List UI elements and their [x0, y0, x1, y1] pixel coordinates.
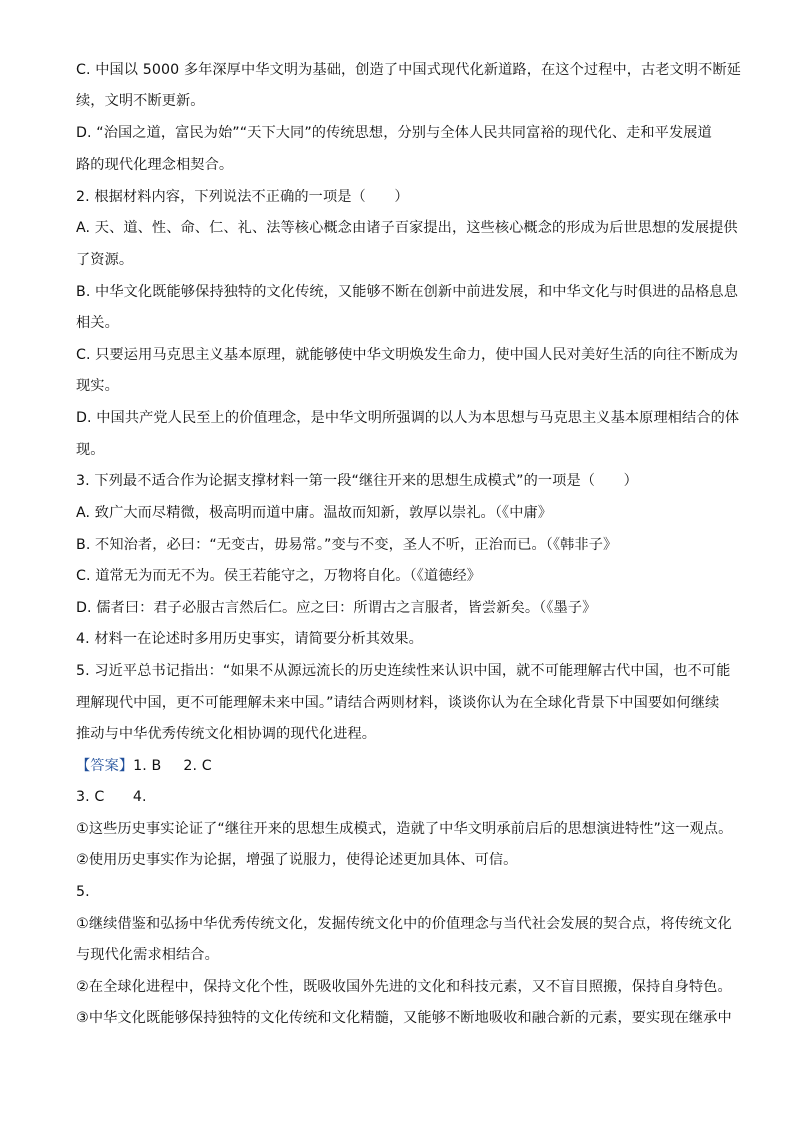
option-line: C. 只要运用马克思主义基本原理，就能够使中华文明焕发生命力，使中国人民对美好生活的向往不断成为	[76, 347, 739, 363]
answer-line: 与现代化需求相结合。	[76, 947, 219, 963]
answer-line: ①继续借鉴和弘扬中华优秀传统文化，发掘传统文化中的价值理念与当代社会发展的契合点，将传统文化	[76, 916, 732, 932]
text-line: 路的现代化理念相契合。	[76, 157, 234, 173]
option-line: A. 致广大而尽精微，极高明而道中庸。温故而知新，敦厚以崇礼。（《中庸》	[76, 505, 553, 521]
question-2: 2. 根据材料内容，下列说法不正确的一项是（ ）	[76, 189, 409, 205]
answer-line: ②在全球化进程中，保持文化个性，既吸收国外先进的文化和科技元素，又不盲目照搬，保持自身特色。	[76, 979, 732, 995]
answer-line: 5.	[76, 884, 90, 900]
text-line: C. 中国以 5000 多年深厚中华文明为基础，创造了中国式现代化新道路，在这个过程中，古老文明不断延	[76, 62, 742, 78]
answer-2: 2. C	[183, 758, 212, 774]
answer-tag: 【答案】	[76, 758, 134, 774]
text-line: D. “治国之道，富民为始”“天下大同”的传统思想，分别与全体人民共同富裕的现代化、走和平发展道	[76, 125, 712, 141]
text-line: 理解现代中国，更不可能理解未来中国。”请结合两则材料，谈谈你认为在全球化背景下中国要如何继续	[76, 695, 720, 711]
question-4: 4. 材料一在论述时多用历史事实，请简要分析其效果。	[76, 631, 423, 647]
option-line: C. 道常无为而无不为。侯王若能守之，万物将自化。（《道德经》	[76, 568, 482, 584]
answer-line: ①这些历史事实论证了“继往开来的思想生成模式，造就了中华文明承前启后的思想演进特性”这一观点。	[76, 821, 733, 837]
option-line: A. 天、道、性、命、仁、礼、法等核心概念由诸子百家提出，这些核心概念的形成为后世思想的发展提供	[76, 220, 738, 236]
option-line: D. 儒者曰：君子必服古言然后仁。应之曰：所谓古之言服者，皆尝新矣。（《墨子》	[76, 600, 597, 616]
answer-line: ②使用历史事实作为论据，增强了说服力，使得论述更加具体、可信。	[76, 852, 518, 868]
option-line: B. 不知治者，必曰：“无变古，毋易常。”变与不变，圣人不听，正治而已。（《韩非子》	[76, 537, 618, 553]
text-line: 现实。	[76, 378, 119, 394]
text-line: 现。	[76, 442, 105, 458]
text-line: 相关。	[76, 315, 119, 331]
answer-line	[76, 756, 212, 776]
option-line: D. 中国共产党人民至上的价值理念，是中华文明所强调的以人为本思想与马克思主义基本原理相结合的体	[76, 410, 740, 426]
answer-line: ③中华文化既能够保持独特的文化传统和文化精髓，又能够不断地吸收和融合新的元素，要实现在继承中	[76, 1010, 732, 1026]
text-line: 推动与中华优秀传统文化相协调的现代化进程。	[76, 726, 377, 742]
question-3: 3. 下列最不适合作为论据支撑材料一第一段“继往开来的思想生成模式”的一项是（ ）	[76, 473, 638, 489]
answer-1: 1. B	[133, 758, 162, 774]
text-line: 了资源。	[76, 252, 134, 268]
option-line: B. 中华文化既能够保持独特的文化传统，又能够不断在创新中前进发展，和中华文化与时俱进的品格息息	[76, 284, 738, 300]
answer-line: 3. C 4.	[76, 789, 147, 805]
question-5: 5. 习近平总书记指出：“如果不从源远流长的历史连续性来认识中国，就不可能理解古代中国，也不可能	[76, 663, 731, 679]
text-line: 续，文明不断更新。	[76, 93, 205, 109]
